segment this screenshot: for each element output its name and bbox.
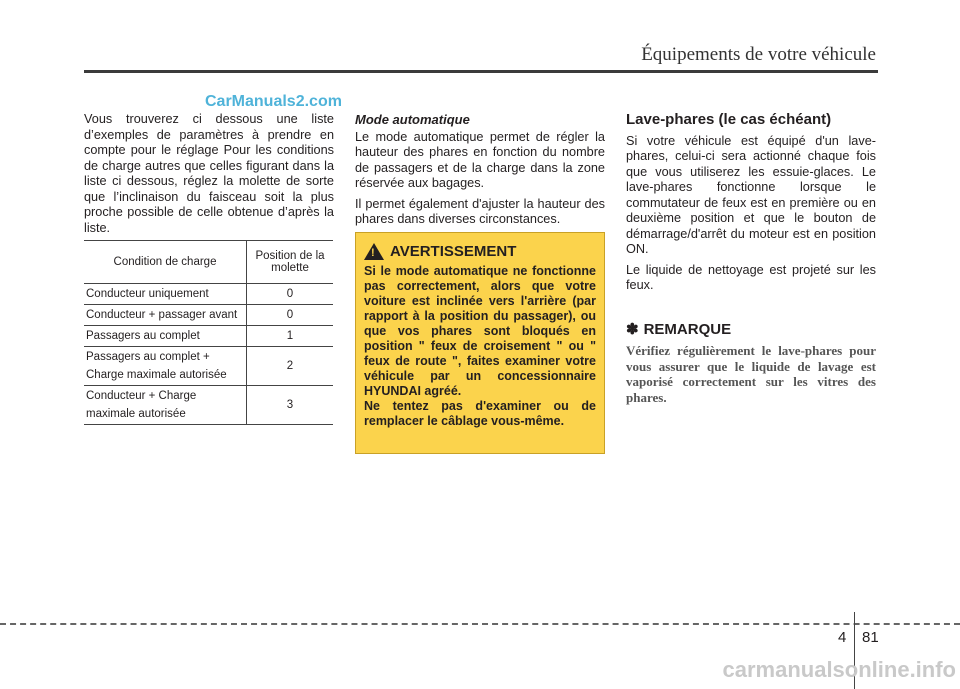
table-header-position: Position de la molette	[247, 241, 334, 284]
table-header-row	[84, 241, 333, 284]
intro-paragraph: Vous trouverez ci dessous une liste d’exemples de paramètres à prendre en compte pour le réglage Pour les conditions de charge autres que celles figurant dans la liste ci dessous, réglez la molette de sorte que l’inclinaison du faisceau soit la plus proche possible de celle obtenue d’après la liste.	[84, 112, 334, 235]
watermark-bottom: carmanualsonline.info	[722, 657, 956, 682]
footer-rule	[0, 623, 960, 625]
table-cell-condition: Conducteur + passager avant	[84, 305, 247, 326]
page-header-title: Équipements de votre véhicule	[641, 44, 876, 65]
column-right	[626, 112, 876, 405]
note-text: Vérifiez régulièrement le lave-phares pour vous assurer que le liquide de lavage est vaporisé correctement sur les vitres des phares.	[626, 343, 876, 405]
table-header-condition: Condition de charge	[84, 241, 247, 284]
table-cell-condition	[84, 386, 247, 425]
watermark-top: CarManuals2.com	[205, 93, 342, 110]
table-cell-line: Conducteur + Charge	[86, 390, 197, 402]
table-cell-condition: Conducteur uniquement	[84, 284, 247, 305]
table-cell-condition	[84, 347, 247, 386]
warning-title: AVERTISSEMENT	[390, 243, 517, 260]
headlamp-washer-paragraph-2: Le liquide de nettoyage est projeté sur les feux.	[626, 262, 876, 292]
note-asterisk-icon: ✽	[626, 320, 639, 338]
automatic-mode-paragraph-2: Il permet également d'ajuster la hauteur des phares dans diverses circonstances.	[355, 196, 605, 226]
warning-text-1: Si le mode automatique ne fonctionne pas correctement, alors que votre voiture est inclinée vers l'arrière (par rapport à la position du passager), ou que vos phares sont bloqués en position " feux de croisement " ou " feux de route ", faites examiner votre véhicule par un concessionnaire HYUNDAI agréé.	[364, 264, 596, 398]
warning-text-2: Ne tentez pas d'examiner ou de remplacer le câblage vous-même.	[364, 399, 596, 428]
table-cell-position: 0	[247, 305, 334, 326]
note-title: REMARQUE	[643, 320, 732, 338]
table-cell-position: 1	[247, 326, 334, 347]
table-cell-condition: Passagers au complet	[84, 326, 247, 347]
load-condition-table	[84, 240, 333, 425]
column-middle	[355, 112, 605, 233]
column-left	[84, 112, 334, 241]
table-row	[84, 305, 333, 326]
table-cell-position: 2	[247, 347, 334, 386]
chapter-number: 4	[838, 629, 847, 646]
table-row	[84, 347, 333, 386]
warning-box	[355, 232, 605, 454]
table-row	[84, 326, 333, 347]
table-row	[84, 386, 333, 425]
table-cell-line: Charge maximale autorisée	[86, 369, 227, 381]
headlamp-washer-paragraph-1: Si votre véhicule est équipé d'un lave-phares, celui-ci sera actionné chaque fois que vous utiliserez les essuie-glaces. Le lave-phares fonctionne lorsque le commutateur de feux est en première ou en deuxième position et que le bouton de démarrage/d'arrêt du moteur est en position ON.	[626, 133, 876, 256]
header-rule	[84, 70, 878, 73]
automatic-mode-paragraph-1: Le mode automatique permet de régler la hauteur des phares en fonction du nombre de passagers et de la charge dans la zone réservée aux bagages.	[355, 129, 605, 190]
table-cell-position: 3	[247, 386, 334, 425]
note-header	[626, 322, 876, 338]
headlamp-washer-title: Lave-phares (le cas échéant)	[626, 111, 832, 128]
table-cell-position: 0	[247, 284, 334, 305]
warning-triangle-icon: !	[364, 243, 384, 260]
table-cell-line: Passagers au complet +	[86, 351, 210, 363]
table-cell-line: maximale autorisée	[86, 408, 186, 420]
warning-header	[364, 243, 596, 260]
automatic-mode-heading: Mode automatique	[355, 112, 470, 127]
page-number: 81	[862, 629, 879, 646]
table-row	[84, 284, 333, 305]
